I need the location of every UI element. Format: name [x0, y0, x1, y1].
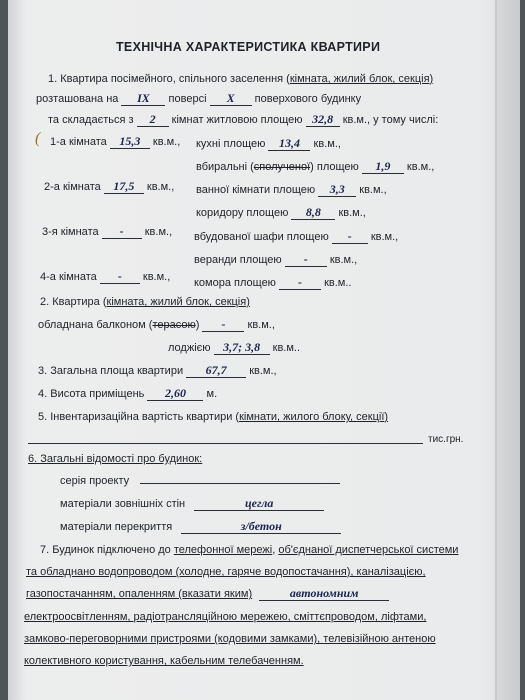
balcony-row: обладнана балконом (терасою) - кв.м.,	[38, 317, 275, 331]
storage-area: -	[279, 276, 321, 290]
walls-row: матеріали зовнішніх стін цегла	[60, 497, 324, 511]
section7-line6: колективного користування, кабельним телебаченням.	[24, 655, 304, 667]
next-page-edge	[497, 0, 520, 700]
corridor-area: 8,8	[291, 206, 335, 220]
room-4-row: 4-а кімната - кв.м.,	[40, 269, 171, 283]
section7-line4: електроосвітленням, радіотрансляційною мережею, сміттєпроводом, ліфтами,	[24, 611, 427, 623]
room-1-row: 1-а кімната 15,3 кв.м.,	[50, 134, 181, 148]
document-page	[8, 0, 520, 700]
section1-line1: 1. Квартира посімейного, спільного заселення (кімната, жилий блок, секція)	[48, 73, 434, 85]
section1-line2: розташована на IX поверсі X поверхового будинку	[36, 91, 362, 105]
loggia-area: 3,7; 3,8	[214, 341, 270, 355]
wc-row: вбиральні (сполученої) площею 1,9 кв.м.,	[196, 159, 435, 173]
project-series-row: серія проекту	[60, 474, 340, 488]
kitchen-row: кухні площею 13,4 кв.м.,	[196, 136, 341, 150]
section2-line1: 2. Квартира (кімната, жилий блок, секція)	[40, 296, 250, 308]
veranda-row: веранди площею - кв.м.,	[194, 252, 358, 266]
handwritten-tick-mark: (	[35, 130, 41, 147]
room-3-row: 3-я кімната - кв.м.,	[42, 224, 173, 238]
loggia-row: лоджією 3,7; 3,8 кв.м..	[168, 340, 301, 354]
ceiling-row: матеріали перекриття з/бетон	[60, 520, 341, 534]
section4-height: 4. Висота приміщень 2,60 м.	[38, 386, 218, 400]
section6-heading: 6. Загальні відомості про будинок:	[28, 453, 203, 465]
kitchen-area: 13,4	[268, 137, 310, 151]
floor-value: IX	[121, 92, 165, 106]
room-2-area: 17,5	[104, 180, 144, 194]
total-area-value: 67,7	[186, 364, 246, 378]
room-2-row: 2-а кімната 17,5 кв.м.,	[44, 179, 175, 193]
wc-area: 1,9	[362, 160, 404, 174]
wardrobe-row: вбудованої шафи площею - кв.м.,	[194, 229, 399, 243]
inventory-unit: тис.грн.	[428, 434, 464, 445]
room-4-area: -	[100, 270, 140, 284]
bathroom-row: ванної кімнати площею 3,3 кв.м.,	[196, 182, 387, 196]
corridor-row: коридору площею 8,8 кв.м.,	[196, 205, 366, 219]
project-series-value	[140, 483, 340, 484]
height-value: 2,60	[147, 387, 203, 401]
walls-material-value: цегла	[194, 497, 324, 511]
section7-line5: замково-переговорними пристроями (кодовими замками), телевізійною антеною	[24, 633, 436, 645]
veranda-area: -	[285, 253, 327, 267]
document-title: ТЕХНІЧНА ХАРАКТЕРИСТИКА КВАРТИРИ	[116, 40, 381, 54]
rooms-count-value: 2	[137, 113, 169, 127]
section3-total-area: 3. Загальна площа квартири 67,7 кв.м.,	[38, 363, 277, 377]
living-area-value: 32,8	[306, 113, 340, 127]
balcony-area: -	[202, 318, 244, 332]
section7-line2: та обладнано водопроводом (холодне, гаряче водопостачання), каналізацією,	[26, 566, 426, 578]
storage-row: комора площею - кв.м..	[194, 275, 352, 289]
section5-line1: 5. Інвентаризаційна вартість квартири (кімнати, жилого блоку, секції)	[38, 411, 389, 423]
floors-total-value: X	[210, 92, 252, 106]
inventory-value-line	[28, 443, 423, 444]
room-1-area: 15,3	[110, 135, 150, 149]
room-3-area: -	[102, 225, 142, 239]
wardrobe-area: -	[332, 230, 368, 244]
section7-line3: газопостачанням, опаленням (вказати яким) автономним	[26, 587, 389, 601]
section7-line1: 7. Будинок підключено до телефонної мережі, об'єднаної диспетчерської системи	[40, 544, 459, 556]
heating-type-value: автономним	[259, 587, 389, 601]
section1-line3: та складається з 2 кімнат житловою площею 32,8 кв.м., у тому числі:	[48, 112, 439, 126]
bathroom-area: 3,3	[318, 183, 356, 197]
ceiling-material-value: з/бетон	[181, 520, 341, 534]
